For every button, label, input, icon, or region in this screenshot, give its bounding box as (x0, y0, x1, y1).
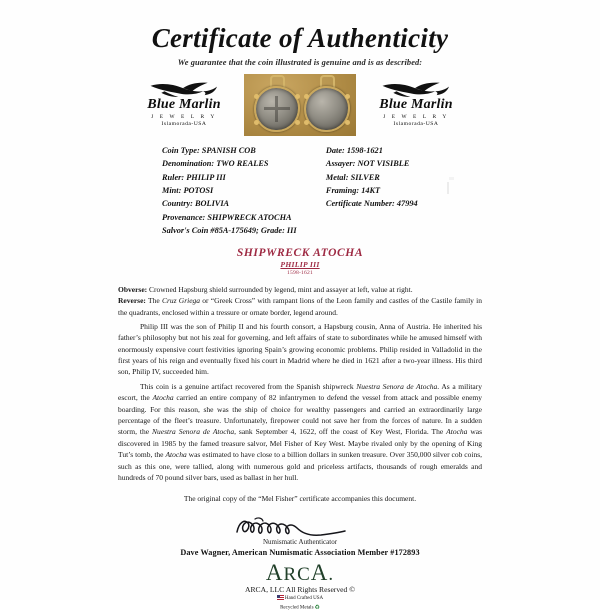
atocha-text-1: This coin is a genuine artifact recovered from the Spanish shipwreck (140, 381, 357, 391)
spec-value: 47994 (396, 199, 418, 209)
signature-block (118, 516, 482, 557)
recycled-text: Recycled Metals (280, 605, 314, 611)
headline-ruler: PHILIP III (280, 259, 320, 269)
handcrafted-line (118, 595, 482, 602)
headline-shipwreck: SHIPWRECK ATOCHA (236, 246, 364, 259)
spec-label: Date: (325, 145, 345, 155)
arca-logo-dot: . (328, 564, 335, 586)
reverse-description (118, 295, 482, 318)
bezel-prong (295, 94, 300, 99)
bezel-prong (345, 120, 350, 125)
spec-value: NOT VISIBLE (357, 159, 410, 169)
obverse-label: Obverse: (118, 284, 148, 294)
spec-label: Assayer: (325, 159, 356, 169)
obverse-description (118, 284, 482, 295)
spec-row (162, 184, 326, 197)
handwritten-signature (225, 516, 375, 540)
spec-value: SHIPWRECK ATOCHA (207, 212, 292, 222)
spec-column-left (162, 144, 326, 238)
spec-row (326, 197, 482, 210)
bezel-prong (345, 94, 350, 99)
spec-row (162, 144, 326, 157)
spec-value: 14KT (361, 186, 381, 195)
atocha-ship-name-3: Nuestra Senora de Atocha (152, 427, 235, 437)
signer-name: Dave Wagner, American Numismatic Association Member #172893 (180, 548, 420, 558)
spec-row (162, 197, 326, 210)
arca-logo (118, 561, 482, 584)
spec-value: SPANISH COB (201, 145, 256, 155)
brand-location-right: Islamorada-USA (393, 120, 439, 127)
arca-logo-a1: A (265, 560, 284, 586)
brand-name-left: Blue Marlin (147, 97, 221, 113)
recycled-line (118, 604, 482, 612)
brand-logo-left (130, 82, 238, 126)
reverse-text-b: or “Greek Cross” with rampant lions of the Leon family and castles of the Castile family in the quadrants, enclosed within a tressure or ornate border, legend around. (118, 296, 482, 317)
copyright-text: ARCA, LLC All Rights Reserved © (245, 585, 355, 595)
arca-footer (118, 561, 482, 612)
spec-label: Provenance: (162, 212, 206, 222)
coin-reverse (304, 86, 350, 132)
atocha-text-6: was estimated to have close to a billion dollars in sunken treasure. Over 350,000 silver cob coins, such as this one, were tallied, along with numerous gold and priceless artifacts, thousands of rough emeralds and hundreds of 70 pound silver bars, used as ballast in her hull. (118, 450, 482, 482)
atocha-paragraph (118, 381, 482, 484)
spec-row (162, 224, 326, 237)
atocha-text-3: carried an entire company of 82 infantrymen to defend the vessel from attack and possible enemy boarding. For this reason, she was the ship of choice for wealthy passengers and carried an extraordinarily large percentage of the fleet’s treasure. Unfortunately, firepower could not save her from the forces of nature. In a sudden storm, the (118, 393, 482, 437)
spec-label: Coin Type: (162, 145, 200, 155)
spec-row (162, 211, 326, 224)
spec-row (326, 157, 482, 170)
usa-flag-icon (277, 595, 284, 600)
recycle-icon: ♻ (314, 604, 320, 611)
atocha-text-4: , sank September 4, 1622, off the coast of Key West, Florida. The (234, 427, 447, 437)
arca-logo-a2: A (310, 560, 329, 586)
reverse-label: Reverse: (118, 296, 146, 306)
arca-logo-rc: RC (283, 564, 311, 586)
atocha-text-2: . As a military escort, the (118, 381, 483, 403)
spec-row (326, 144, 482, 157)
spec-label: Country: (162, 199, 193, 209)
brand-name-right: Blue Marlin (379, 97, 453, 113)
brand-location-left: Islamorada-USA (161, 120, 207, 127)
coin-photograph (244, 74, 356, 136)
page-title: Certificate of Authenticity (151, 23, 449, 53)
spec-value: BOLIVIA (194, 199, 230, 209)
shipwreck-headline (118, 247, 482, 276)
spec-row (162, 171, 326, 184)
brand-logo-right (362, 82, 470, 126)
spec-label: Framing: (325, 186, 360, 195)
philip-paragraph: Philip III was the son of Philip II and his fourth consort, a Hapsburg cousin, Anna of Austria. He inherited his father’s philosophy but not his zeal for governing, and left affairs of state to subordinates while he amused himself with enormously expensive court festivities ignoring Spain’s growing economic problems. Philip resided in Valladolid in the first years of his reign and eventually fixed his court in Madrid where he died in 1621 after a two-year illness. His third son, Philip IV, succeeded him. (118, 321, 482, 377)
spec-row (326, 171, 482, 184)
spec-value: TWO REALES (216, 159, 269, 169)
reverse-cruz-griega: Cruz Griega (161, 296, 201, 306)
bezel-prong (254, 94, 259, 99)
atocha-ship-name-1: Nuestra Senora de Atocha (356, 381, 438, 391)
spec-value: POTOSI (183, 186, 214, 195)
spec-label: Certificate Number: (325, 199, 395, 209)
headline-dates: 1598-1621 (286, 269, 314, 276)
spec-label: Ruler: (162, 172, 185, 182)
reverse-text-a: The (148, 296, 162, 306)
spec-value: #85A-175649; Grade: III (210, 226, 297, 236)
spec-row (326, 184, 482, 197)
bezel-prong (254, 120, 259, 125)
atocha-ship-name-5: Atocha (165, 450, 187, 460)
bezel-prong (295, 120, 300, 125)
spec-label: Salvor's Coin (162, 226, 209, 236)
obverse-text: Crowned Hapsburg shield surrounded by legend, mint and assayer at left, value at right. (149, 284, 413, 294)
spec-column-right (326, 144, 482, 238)
atocha-ship-name-4: Atocha (446, 427, 468, 437)
spec-label: Mint: (162, 186, 182, 195)
brand-category-right: J E W E L R Y (383, 113, 449, 120)
spec-row (162, 157, 326, 170)
guarantee-statement: We guarantee that the coin illustrated is genuine and is as described: (177, 57, 423, 67)
spec-label: Denomination: (162, 159, 215, 169)
certificate-body (118, 284, 482, 484)
atocha-text-5: was discovered in 1985 by the famed treasure salvor, Mel Fisher of Key West. Maybe rivaled only by the opening of King Tut’s tomb, the (118, 427, 483, 460)
logo-coin-row (118, 74, 482, 136)
coin-obverse (254, 86, 300, 132)
greek-cross-icon (264, 96, 290, 122)
certificate-content (118, 14, 482, 612)
brand-category-left: J E W E L R Y (151, 113, 217, 120)
bezel-prong (304, 120, 309, 125)
spec-value: SILVER (350, 172, 380, 182)
spec-value: 1598-1621 (346, 145, 383, 155)
bezel-prong (304, 94, 309, 99)
handcrafted-text: Hand Crafted USA (284, 596, 324, 602)
atocha-ship-name-2: Atocha (152, 393, 174, 403)
closing-statement: The original copy of the “Mel Fisher” certificate accompanies this document. (183, 494, 417, 504)
spec-label: Metal: (325, 172, 349, 182)
spec-value: PHILIP III (186, 172, 226, 182)
signature-title: Numismatic Authenticator (262, 538, 338, 547)
coin-specification-table (118, 144, 482, 238)
